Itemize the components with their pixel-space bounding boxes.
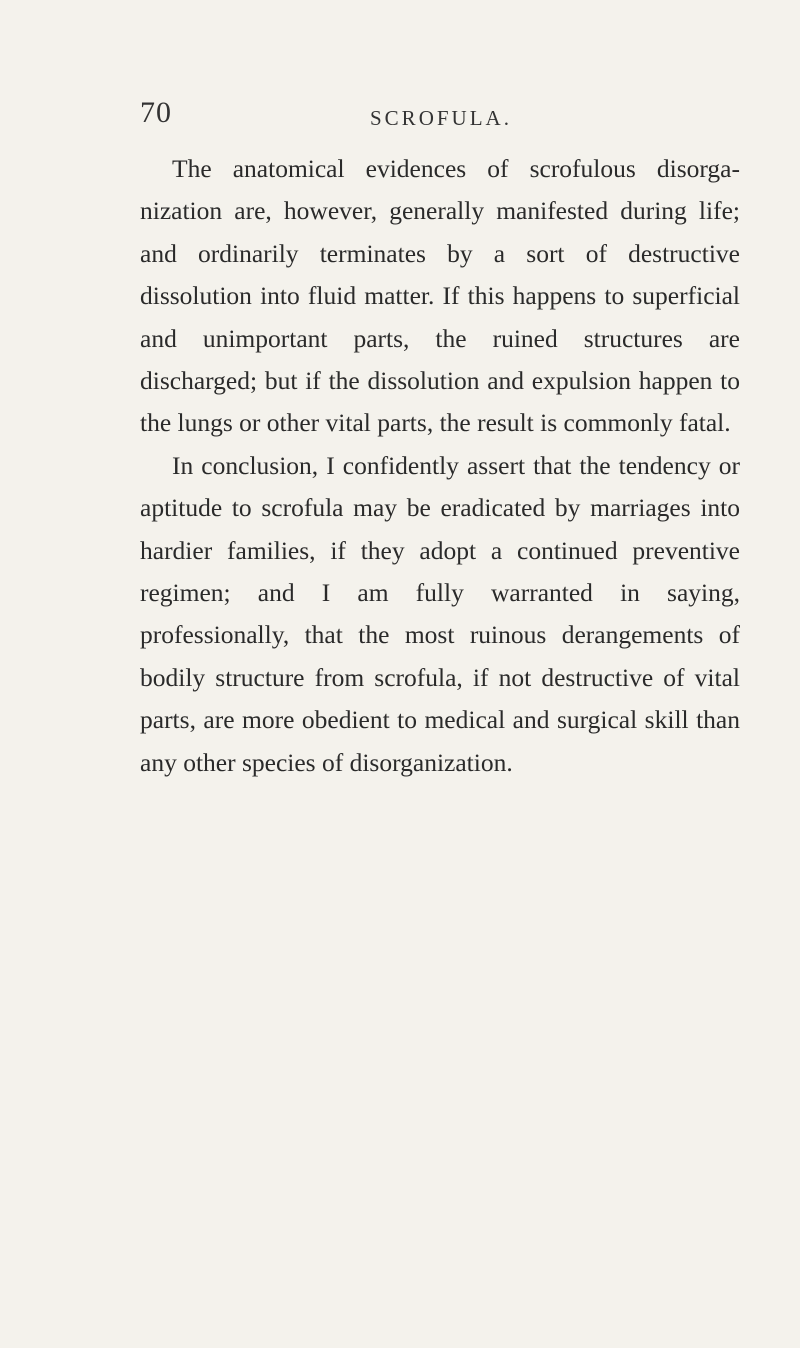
page-number: 70 (140, 96, 172, 129)
running-head: SCROFULA. (370, 106, 512, 130)
paragraph-1: The anatomical evidences of scrofulous disorganization are, however, generally manifested during life; and ordinarily terminates by a sort of destructive dissolution into fluid matter. If this happens to superficial and unimportant parts, the ruined structures are discharged; but if the dissolution and expulsion happen to the lungs or other vital parts, the result is commonly fatal. (140, 154, 740, 438)
body-text (140, 148, 740, 784)
paragraph-2: In conclusion, I confidently assert that the tendency or aptitude to scrofula may be eradicated by marriages into hardier families, if they adopt a continued preventive regimen; and I am fully warranted in saying, professionally, that the most ruinous derangements of bodily structure from scrofula, if not destructive of vital parts, are more obedient to medical and surgical skill than any other species of disorganization. (140, 450, 740, 777)
